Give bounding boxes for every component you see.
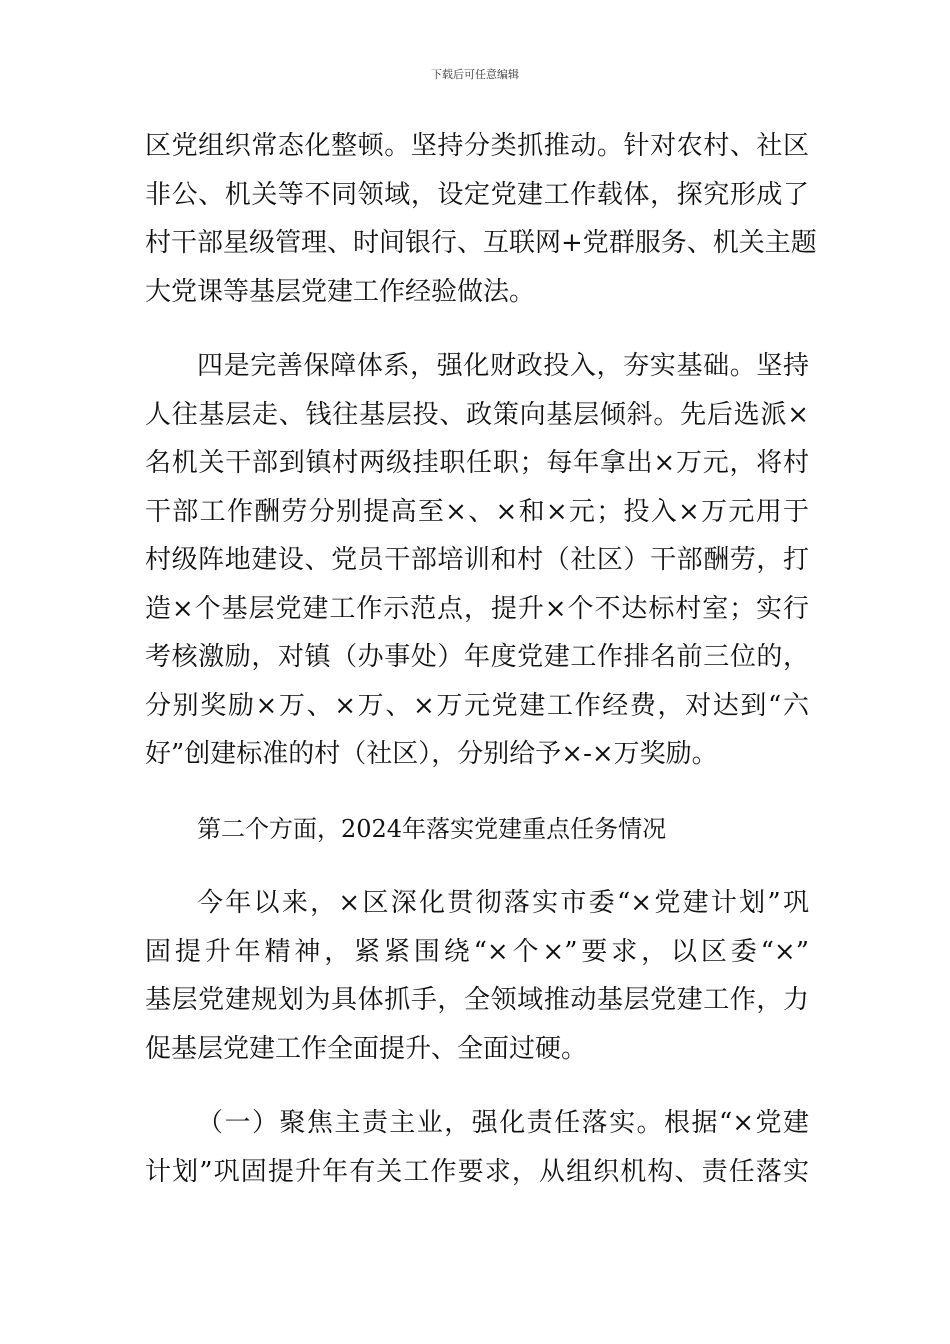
text-line: 大党课等基层党建工作经验做法。 <box>145 276 536 307</box>
text-line: 第二个方面，2024年落实党建重点任务情况 <box>197 814 667 843</box>
text-line: 非公、机关等不同领域，设定党建工作载体，探究形成了 <box>145 179 809 210</box>
text-line: 村级阵地建设、党员干部培训和村（社区）干部酬劳，打 <box>145 545 809 575</box>
text-line: 分别奖励×万、×万、×万元党建工作经费，对达到“六 <box>145 690 809 721</box>
document-body <box>145 122 817 1196</box>
text-line: 促基层党建工作全面提升、全面过硬。 <box>145 1033 588 1064</box>
page-header-note: 下载后可任意编辑 <box>431 68 519 81</box>
text-line: 村干部星级管理、时间银行、互联网+党群服务、机关主题 <box>145 228 817 258</box>
text-line: 固提升年精神，紧紧围绕“×个×”要求，以区委“×” <box>145 936 809 967</box>
paragraph <box>145 342 809 779</box>
text-line: 考核激励，对镇（办事处）年度党建工作排名前三位的， <box>145 642 809 672</box>
text-line: 造×个基层党建工作示范点，提升×个不达标村室；实行 <box>145 593 809 624</box>
paragraph <box>145 122 817 316</box>
section-heading <box>145 805 809 854</box>
paragraph <box>145 879 809 1073</box>
text-line: 干部工作酬劳分别提高至×、×和×元；投入×万元用于 <box>145 496 809 527</box>
text-line: （一）聚焦主责主业，强化责任落实。根据“×党建 <box>197 1108 809 1138</box>
text-line: 四是完善保障体系，强化财政投入，夯实基础。坚持 <box>197 351 809 381</box>
text-line: 区党组织常态化整顿。坚持分类抓推动。针对农村、社区 <box>145 131 809 161</box>
text-line: 基层党建规划为具体抓手，全领域推动基层党建工作，力 <box>145 985 809 1015</box>
text-line: 计划”巩固提升年有关工作要求，从组织机构、责任落实 <box>145 1156 809 1187</box>
paragraph <box>145 1099 809 1196</box>
text-line: 好”创建标准的村（社区），分别给予×-×万奖励。 <box>145 739 718 769</box>
text-line: 人往基层走、钱往基层投、政策向基层倾斜。先后选派× <box>145 399 809 430</box>
text-line: 今年以来，×区深化贯彻落实市委“×党建计划”巩 <box>197 888 809 918</box>
text-line: 名机关干部到镇村两级挂职任职；每年拿出×万元，将村 <box>145 448 809 478</box>
